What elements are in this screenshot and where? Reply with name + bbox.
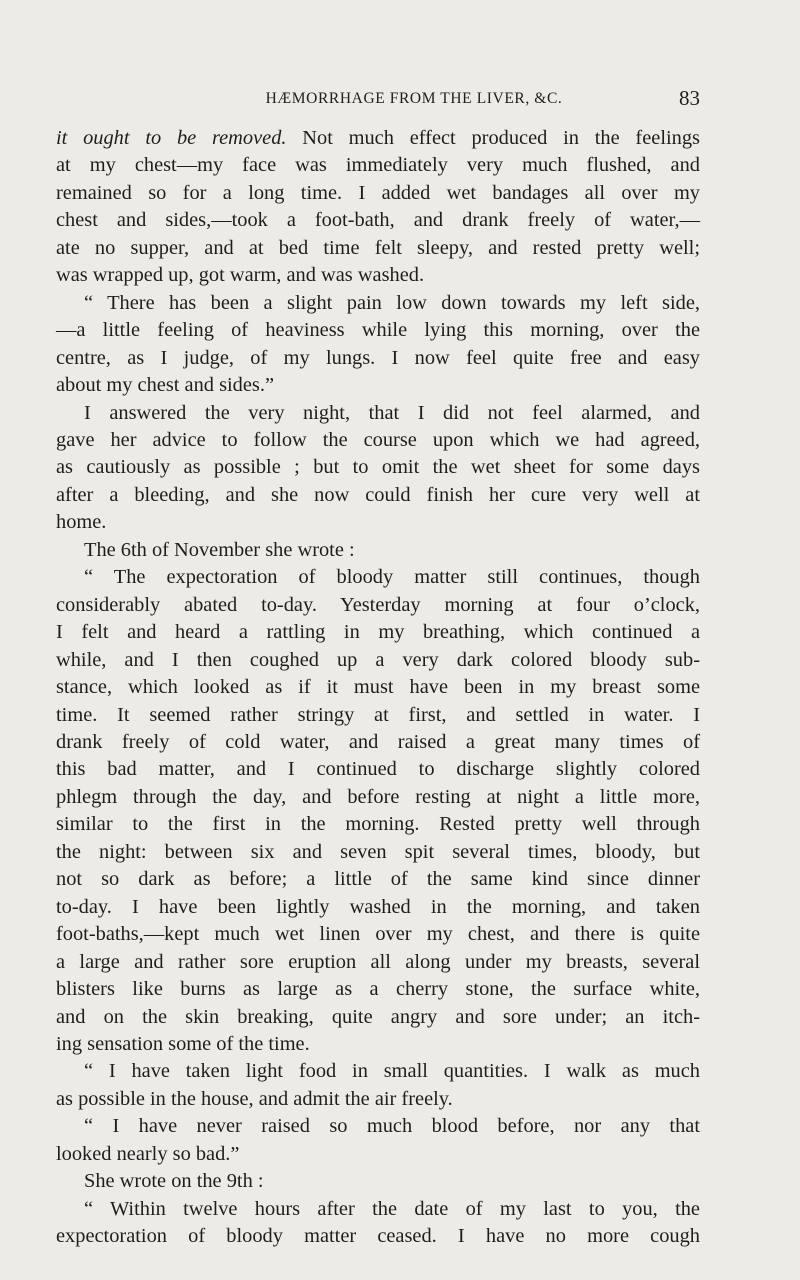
text-line: The 6th of November she wrote : (84, 538, 355, 561)
page-number: 83 (679, 86, 700, 110)
text-line: looked nearly so bad.” (56, 1142, 240, 1165)
text-line (56, 125, 700, 152)
text-line: and on the skin breaking, quite angry and sore under; an itch- (56, 1005, 700, 1028)
text-line: drank freely of cold water, and raised a great many times of (56, 730, 700, 753)
running-head: HÆMORRHAGE FROM THE LIVER, &C. (265, 90, 563, 107)
text-line: I answered the very night, that I did not feel alarmed, and (84, 401, 700, 424)
italic-phrase: it ought to be removed. (56, 127, 287, 149)
text-line: similar to the first in the morning. Rested pretty well through (56, 813, 700, 836)
text-line: time. It seemed rather stringy at first, and settled in water. I (56, 703, 700, 726)
text-line: gave her advice to follow the course upon which we had agreed, (56, 428, 700, 451)
text-line: to-day. I have been lightly washed in the morning, and taken (56, 895, 700, 918)
text-run: Not much effect produced in the feelings (286, 127, 700, 149)
text-line: phlegm through the day, and before resting at night a little more, (56, 785, 700, 808)
text-line: She wrote on the 9th : (84, 1170, 264, 1193)
text-line: the night: between six and seven spit several times, bloody, but (56, 840, 700, 863)
text-line: “ I have taken light food in small quantities. I walk as much (84, 1060, 700, 1083)
text-line: as cautiously as possible ; but to omit the wet sheet for some days (56, 456, 700, 479)
text-line: expectoration of bloody matter ceased. I have no more cough (56, 1225, 700, 1248)
text-line: stance, which looked as if it must have been in my breast some (56, 676, 700, 699)
text-line: ate no supper, and at bed time felt sleepy, and rested pretty well; (56, 236, 700, 259)
text-line: blisters like burns as large as a cherry stone, the surface white, (56, 978, 700, 1001)
text-line: about my chest and sides.” (56, 374, 275, 397)
text-line: after a bleeding, and she now could finish her cure very well at (56, 483, 700, 506)
text-line: while, and I then coughed up a very dark colored bloody sub- (56, 648, 700, 671)
text-line: this bad matter, and I continued to discharge slightly colored (56, 758, 700, 781)
text-line: chest and sides,—took a foot-bath, and drank freely of water,— (56, 209, 700, 232)
body-text (56, 125, 700, 1251)
text-line: a large and rather sore eruption all along under my breasts, several (56, 950, 700, 973)
text-line: “ The expectoration of bloody matter still continues, though (84, 566, 700, 589)
text-line: —a little feeling of heaviness while lying this morning, over the (56, 319, 700, 342)
text-line: “ I have never raised so much blood before, nor any that (84, 1115, 700, 1138)
text-line: “ Within twelve hours after the date of my last to you, the (84, 1197, 700, 1220)
text-line: foot-baths,—kept much wet linen over my chest, and there is quite (56, 923, 700, 946)
text-line: centre, as I judge, of my lungs. I now feel quite free and easy (56, 346, 700, 369)
text-line: was wrapped up, got warm, and was washed. (56, 264, 425, 287)
text-line: ing sensation some of the time. (56, 1032, 310, 1055)
text-line: at my chest—my face was immediately very much flushed, and (56, 154, 700, 177)
text-line: home. (56, 511, 107, 534)
text-line: as possible in the house, and admit the air freely. (56, 1087, 453, 1110)
text-line: I felt and heard a rattling in my breathing, which continued a (56, 621, 700, 644)
page-header (128, 86, 700, 116)
text-line: considerably abated to-day. Yesterday morning at four o’clock, (56, 593, 700, 616)
text-line: remained so for a long time. I added wet bandages all over my (56, 181, 700, 204)
text-line: not so dark as before; a little of the same kind since dinner (56, 868, 700, 891)
text-line: “ There has been a slight pain low down towards my left side, (84, 291, 700, 314)
